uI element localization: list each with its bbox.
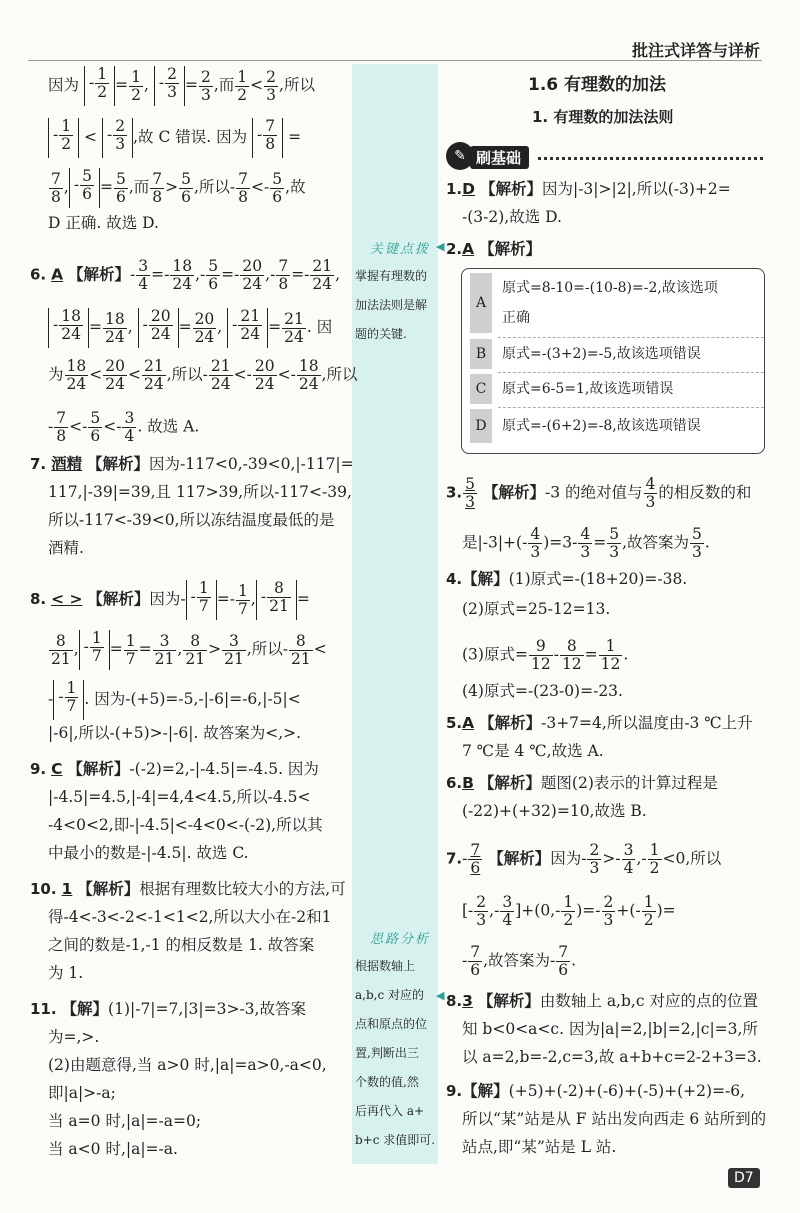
r1-line-2: -(3-2),故选 D. — [462, 208, 562, 226]
dotted-divider — [538, 157, 763, 160]
brush-icon: ✎ — [446, 142, 474, 170]
note-arrow-icon: ◀ — [436, 240, 445, 253]
q7-line-4: 酒精. — [48, 539, 84, 557]
r9-line-1: 9.【解】(+5)+(-2)+(-6)+(-5)+(+2)=-6, — [446, 1082, 746, 1100]
r4-line-2: (2)原式=25-12=13. — [462, 600, 611, 618]
r7-line-2: [- $\frac{2}{3}$ ,- $\frac{3}{4}$ ]+(0,- $\frac{1}{2}$ )=- $\frac{2}{3}$ +(- $\frac{1}{2}$ )= — [462, 893, 676, 929]
q8-line-3: - - $\frac{1}{7}$ . 因为-(+5)=-5,-|-6|=-6,|-5|< — [48, 680, 301, 720]
r9-line-3: 站点,即“某”站是 L 站. — [462, 1138, 617, 1156]
left-line-4: D 正确. 故选 D. — [48, 214, 159, 232]
section-subtitle: 1. 有理数的加法法则 — [532, 108, 674, 126]
q9-line-1: 9. C 【解析】-(-2)=2,-|-4.5|=-4.5. 因为 — [30, 760, 319, 778]
header-rule — [28, 60, 762, 61]
q11-line-3: (2)由题意得,当 a>0 时,|a|=a>0,-a<0, — [48, 1056, 327, 1074]
q11-line-2: 为=,>. — [48, 1028, 100, 1046]
r3-line-1: 3. $\frac{5}{3}$ 【解析】-3 的绝对值与 $\frac{4}{3}$ 的相反数的和 — [446, 475, 752, 511]
section-tag: 刷基础 — [470, 146, 529, 169]
q10-line-3: 之间的数是-1,-1 的相反数是 1. 故答案 — [48, 936, 315, 954]
r6-line-2: (-22)+(+32)=10,故选 B. — [462, 802, 647, 820]
option-b-text: 原式=-(3+2)=-5,故该选项错误 — [502, 346, 701, 362]
q10-line-2: 得-4<-3<-2<-1<1<2,所以大小在-2和1 — [48, 908, 332, 926]
option-label-b: B — [470, 339, 492, 369]
r8-line-3: 以 a=2,b=-2,c=3,故 a+b+c=2-2+3=3. — [462, 1048, 762, 1066]
r7-line-1: 7.- $\frac{7}{6}$ 【解析】因为- $\frac{2}{3}$ >- $\frac{3}{4}$ ,- $\frac{1}{2}$ <0,所以 — [446, 841, 722, 877]
option-a-text: 原式=8-10=-(10-8)=-2,故该选项 正确 — [502, 280, 718, 326]
left-line-2: - $\frac{1}{2}$ < - $\frac{2}{3}$ ,故 C 错误. 因为 - $\frac{7}{8}$ = — [48, 118, 301, 158]
r8-line-1: 8.3 【解析】由数轴上 a,b,c 对应的点的位置 — [446, 992, 758, 1010]
options-analysis-box — [461, 268, 765, 454]
note-key-body: 掌握有理数的 加法法则是解 题的关键. — [355, 269, 428, 341]
option-d-text: 原式=-(6+2)=-8,故该选项错误 — [502, 418, 701, 434]
note-thought-title: 思路分析 — [370, 932, 431, 947]
q6-line-1: 6. A 【解析】- $\frac{3}{4}$ =- $\frac{18}{24}$ ,- $\frac{5}{6}$ =- $\frac{20}{24}$ ,- $\frac{7}{8}$ =- $\frac{21}{24}$ , — [30, 257, 341, 293]
r1-line-1: 1.D 【解析】因为|-3|>|2|,所以(-3)+2= — [446, 180, 731, 198]
r8-line-2: 知 b<0<a<c. 因为|a|=2,|b|=2,|c|=3,所 — [462, 1020, 758, 1038]
q11-line-1: 11. 【解】(1)|-7|=7,|3|=3>-3,故答案 — [30, 1000, 306, 1018]
q7-line-2: 117,|-39|=39,且 117>39,所以-117<-39, — [48, 483, 352, 501]
option-label-a: A — [470, 273, 492, 333]
section-title: 1.6 有理数的加法 — [528, 75, 667, 95]
left-line-1: 因为 - $\frac{1}{2}$ = $\frac{1}{2}$ , - $\frac{2}{3}$ = $\frac{2}{3}$ ,而 $\frac{1}{2}$ < $\frac{2}{3}$ ,所以 — [48, 66, 315, 106]
q6-line-2: - $\frac{18}{24}$ = $\frac{18}{24}$ , - $\frac{20}{24}$ = $\frac{20}{24}$ , - $\frac{21}{24}$ = $\frac{21}{24}$ . 因 — [48, 308, 332, 348]
q6-line-3: 为 $\frac{18}{24}$ < $\frac{20}{24}$ < $\frac{21}{24}$ ,所以- $\frac{21}{24}$ <- $\frac{20}{24}$ <- $\frac{18}{24}$ ,所以 — [48, 357, 358, 393]
page-header-title: 批注式详答与详析 — [631, 41, 760, 60]
option-c-text: 原式=6-5=1,故该选项错误 — [502, 381, 674, 397]
r4-line-4: (4)原式=-(23-0)=-23. — [462, 682, 623, 700]
q6-line-4: - $\frac{7}{8}$ <- $\frac{5}{6}$ <- $\frac{3}{4}$ . 故选 A. — [48, 409, 200, 445]
q10-line-1: 10. 1 【解析】根据有理数比较大小的方法,可 — [30, 880, 346, 898]
r4-line-3: (3)原式= $\frac{9}{12}$ - $\frac{8}{12}$ = $\frac{1}{12}$ . — [462, 637, 629, 673]
r9-line-2: 所以“某”站是从 F 站出发向西走 6 站所到的 — [462, 1110, 767, 1128]
r3-line-2: 是|-3|+(- $\frac{4}{3}$ )=3- $\frac{4}{3}$ = $\frac{5}{3}$ ,故答案为 $\frac{5}{3}$ . — [462, 525, 710, 561]
r7-line-3: - $\frac{7}{6}$ ,故答案为- $\frac{7}{6}$ . — [462, 943, 577, 979]
q8-line-4: |-6|,所以-(+5)>-|-6|. 故答案为<,>. — [48, 724, 302, 742]
q11-line-6: 当 a<0 时,|a|=-a. — [48, 1140, 178, 1158]
q7-line-3: 所以-117<-39<0,所以冻结温度最低的是 — [48, 511, 335, 529]
option-label-d: D — [470, 409, 492, 443]
q8-line-2: $\frac{8}{21}$ , - $\frac{1}{7}$ = $\frac{1}{7}$ = $\frac{3}{21}$ , $\frac{8}{21}$ > $\frac{3}{21}$ ,所以- $\frac{8}{21}$ < — [48, 630, 327, 670]
option-label-c: C — [470, 374, 492, 404]
note-arrow-icon: ◀ — [436, 989, 445, 1002]
q8-line-1: 8. < > 【解析】因为- - $\frac{1}{7}$ =- $\frac{1}{7}$ , - $\frac{8}{21}$ = — [30, 580, 310, 620]
q7-line-1: 7. 酒精 【解析】因为-117<0,-39<0,|-117|= — [30, 455, 354, 473]
r4-line-1: 4.【解】(1)原式=-(18+20)=-38. — [446, 570, 688, 588]
r5-line-2: 7 ℃是 4 ℃,故选 A. — [462, 742, 604, 760]
page-number: D7 — [728, 1168, 760, 1188]
r6-line-1: 6.B 【解析】题图(2)表示的计算过程是 — [446, 774, 718, 792]
q10-line-4: 为 1. — [48, 964, 84, 982]
q9-line-4: 中最小的数是-|-4.5|. 故选 C. — [48, 844, 249, 862]
q9-line-2: |-4.5|=4.5,|-4|=4,4<4.5,所以-4.5< — [48, 788, 311, 806]
left-line-3: $\frac{7}{8}$ , - $\frac{5}{6}$ = $\frac{5}{6}$ ,而 $\frac{7}{8}$ > $\frac{5}{6}$ ,所以- $\frac{7}{8}$ <- $\frac{5}{6}$ ,故 — [48, 168, 306, 208]
q11-line-5: 当 a=0 时,|a|=-a=0; — [48, 1112, 202, 1130]
r5-line-1: 5.A 【解析】-3+7=4,所以温度由-3 ℃上升 — [446, 714, 753, 732]
note-key-title: 关键点拨 — [370, 242, 431, 257]
r2-line-1: 2.A 【解析】 — [446, 240, 542, 258]
q11-line-4: 即|a|>-a; — [48, 1084, 116, 1102]
q9-line-3: -4<0<2,即-|-4.5|<-4<0<-(-2),所以其 — [48, 816, 323, 834]
note-thought-body: 根据数轴上 a,b,c 对应的 点和原点的位 置,判断出三 个数的值,然 后再代入 a+ b+c 求值即可. — [355, 959, 436, 1147]
